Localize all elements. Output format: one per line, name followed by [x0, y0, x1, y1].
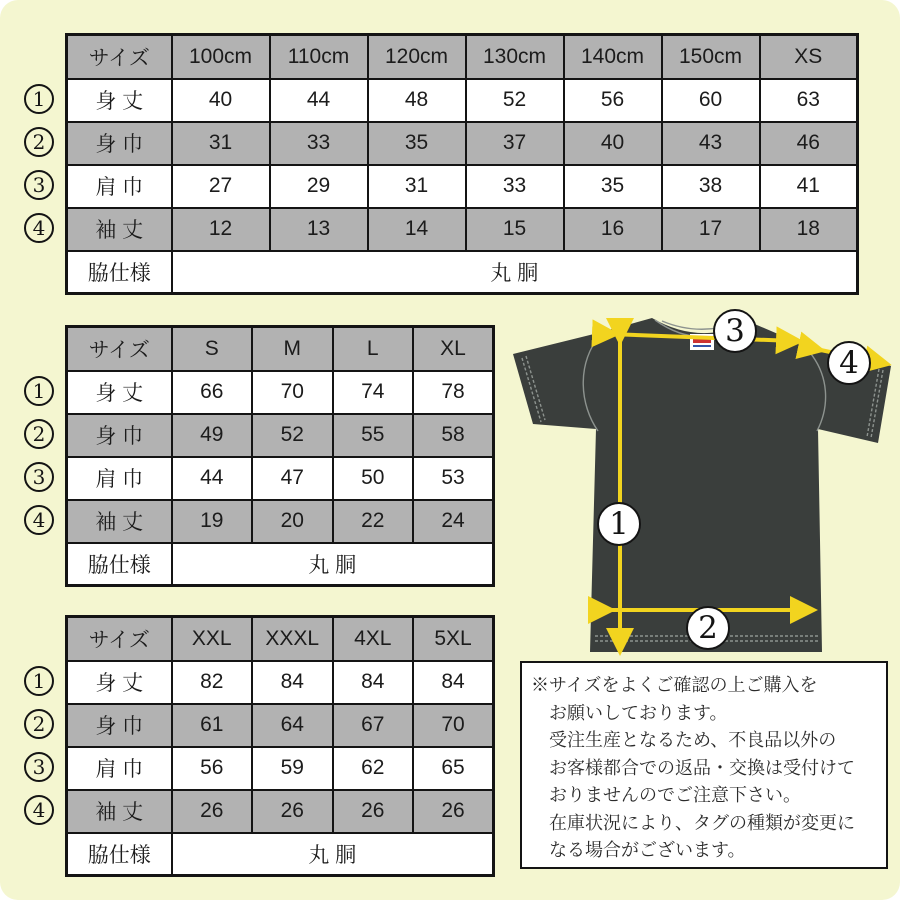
size-col-xs: XS [760, 35, 858, 79]
row-marker-1: 1 [24, 84, 54, 114]
measure-value: 46 [760, 122, 858, 165]
row-marker-1: 1 [24, 376, 54, 406]
measure-value: 48 [368, 79, 466, 122]
measure-value: 44 [270, 79, 368, 122]
measure-value: 74 [333, 371, 414, 414]
side-spec-label: 脇仕様 [67, 543, 172, 586]
table-row [67, 414, 494, 457]
measure-label: 身 丈 [67, 661, 172, 704]
size-col-120cm: 120cm [368, 35, 466, 79]
measure-value: 50 [333, 457, 414, 500]
measure-value: 41 [760, 165, 858, 208]
measure-value: 20 [252, 500, 333, 543]
measure-value: 14 [368, 208, 466, 251]
shirt-marker-1: 1 [597, 502, 641, 546]
row-marker-3: 3 [24, 462, 54, 492]
row-marker-2: 2 [24, 127, 54, 157]
measure-value: 43 [662, 122, 760, 165]
row-marker-4: 4 [24, 505, 54, 535]
measure-value: 26 [172, 790, 253, 833]
measure-value: 12 [172, 208, 270, 251]
shirt-marker-4: 4 [827, 341, 871, 385]
size-header-cell: サイズ [67, 617, 172, 661]
side-spec-label: 脇仕様 [67, 251, 172, 294]
measure-value: 66 [172, 371, 253, 414]
notice-line: お願いしております。 [549, 702, 728, 723]
table-row [67, 79, 858, 122]
notice-line: 受注生産となるため、不良品以外の [549, 730, 837, 750]
measure-value: 26 [333, 790, 414, 833]
size-col-5xl: 5XL [413, 617, 494, 661]
measure-value: 56 [564, 79, 662, 122]
measure-value: 62 [333, 747, 414, 790]
measure-value: 70 [252, 371, 333, 414]
row-marker-3: 3 [24, 170, 54, 200]
measure-value: 26 [252, 790, 333, 833]
measure-value: 29 [270, 165, 368, 208]
measure-value: 19 [172, 500, 253, 543]
measure-label: 袖 丈 [67, 790, 172, 833]
table-row [67, 165, 858, 208]
row-marker-4: 4 [24, 213, 54, 243]
table-row [67, 122, 858, 165]
measure-label: 身 巾 [67, 414, 172, 457]
side-spec-label: 脇仕様 [67, 833, 172, 876]
size-col-xxl: XXL [172, 617, 253, 661]
measure-value: 56 [172, 747, 253, 790]
size-col-l: L [333, 327, 414, 371]
measure-value: 60 [662, 79, 760, 122]
row-marker-2: 2 [24, 709, 54, 739]
measure-value: 64 [252, 704, 333, 747]
measure-value: 52 [466, 79, 564, 122]
measure-value: 84 [252, 661, 333, 704]
row-marker-3: 3 [24, 752, 54, 782]
measure-value: 13 [270, 208, 368, 251]
measure-value: 31 [368, 165, 466, 208]
measure-label: 袖 丈 [67, 208, 172, 251]
measure-label: 身 巾 [67, 122, 172, 165]
table-row [67, 704, 494, 747]
row-marker-1: 1 [24, 666, 54, 696]
measure-value: 24 [413, 500, 494, 543]
size-col-140cm: 140cm [564, 35, 662, 79]
measure-value: 84 [333, 661, 414, 704]
measure-value: 63 [760, 79, 858, 122]
shirt-marker-2: 2 [686, 606, 730, 650]
size-col-130cm: 130cm [466, 35, 564, 79]
measure-value: 37 [466, 122, 564, 165]
notice-line: お客様都合での返品・交換は受付けて [549, 757, 855, 778]
measure-value: 22 [333, 500, 414, 543]
measure-label: 肩 巾 [67, 457, 172, 500]
measure-value: 58 [413, 414, 494, 457]
row-marker-2: 2 [24, 419, 54, 449]
size-col-xxxl: XXXL [252, 617, 333, 661]
measure-value: 65 [413, 747, 494, 790]
adult-size-table [65, 325, 495, 587]
measure-value: 52 [252, 414, 333, 457]
measure-value: 78 [413, 371, 494, 414]
purchase-notice-box [520, 661, 888, 869]
table-row [67, 790, 494, 833]
notice-line: ※サイズをよくご確認の上ご購入を [531, 675, 818, 695]
measure-value: 26 [413, 790, 494, 833]
table-row [67, 251, 858, 294]
table-row [67, 500, 494, 543]
measure-value: 27 [172, 165, 270, 208]
measure-value: 35 [368, 122, 466, 165]
shirt-marker-3: 3 [713, 309, 757, 353]
measure-value: 40 [564, 122, 662, 165]
measure-value: 67 [333, 704, 414, 747]
table-row [67, 457, 494, 500]
size-col-100cm: 100cm [172, 35, 270, 79]
kids-size-table [65, 33, 859, 295]
size-header-cell: サイズ [67, 327, 172, 371]
measure-value: 17 [662, 208, 760, 251]
measure-label: 肩 巾 [67, 165, 172, 208]
side-spec-value: 丸 胴 [172, 833, 494, 876]
measure-value: 84 [413, 661, 494, 704]
measure-value: 61 [172, 704, 253, 747]
size-col-xl: XL [413, 327, 494, 371]
measure-label: 肩 巾 [67, 747, 172, 790]
measure-label: 身 丈 [67, 371, 172, 414]
plus-size-table [65, 615, 495, 877]
measure-value: 82 [172, 661, 253, 704]
size-col-4xl: 4XL [333, 617, 414, 661]
table-row [67, 747, 494, 790]
table-row [67, 371, 494, 414]
side-spec-value: 丸 胴 [172, 251, 858, 294]
measure-value: 40 [172, 79, 270, 122]
size-col-110cm: 110cm [270, 35, 368, 79]
size-col-m: M [252, 327, 333, 371]
notice-line: 在庫状況により、タグの種類が変更に [549, 812, 855, 833]
measure-value: 44 [172, 457, 253, 500]
measure-value: 33 [466, 165, 564, 208]
measure-value: 59 [252, 747, 333, 790]
table-row [67, 833, 494, 876]
measure-label: 身 巾 [67, 704, 172, 747]
measure-value: 18 [760, 208, 858, 251]
side-spec-value: 丸 胴 [172, 543, 494, 586]
size-header-cell: サイズ [67, 35, 172, 79]
table-row [67, 208, 858, 251]
measure-value: 53 [413, 457, 494, 500]
measure-label: 身 丈 [67, 79, 172, 122]
measure-value: 33 [270, 122, 368, 165]
measure-value: 38 [662, 165, 760, 208]
measure-value: 49 [172, 414, 253, 457]
table-row [67, 543, 494, 586]
measure-label: 袖 丈 [67, 500, 172, 543]
measure-value: 15 [466, 208, 564, 251]
size-col-150cm: 150cm [662, 35, 760, 79]
notice-line: なる場合がございます。 [549, 840, 746, 860]
table-row [67, 661, 494, 704]
measure-value: 31 [172, 122, 270, 165]
row-marker-4: 4 [24, 795, 54, 825]
size-col-s: S [172, 327, 253, 371]
measure-value: 16 [564, 208, 662, 251]
notice-line: おりませんのでご注意下さい。 [549, 785, 801, 805]
measure-value: 70 [413, 704, 494, 747]
measure-value: 47 [252, 457, 333, 500]
measure-value: 55 [333, 414, 414, 457]
measure-value: 35 [564, 165, 662, 208]
